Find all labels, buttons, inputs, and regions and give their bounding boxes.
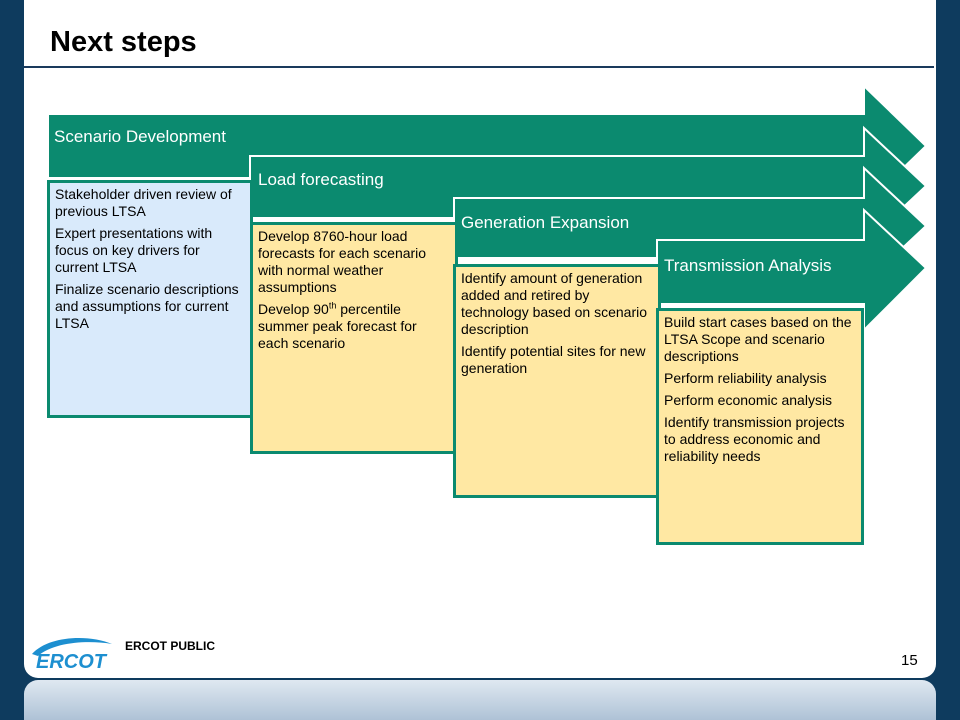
- list-item: Build start cases based on the LTSA Scope and scenario descriptions: [664, 314, 852, 364]
- load-forecasting-box: [250, 222, 458, 454]
- bottom-band: [24, 680, 936, 720]
- generation-expansion-box: [453, 264, 661, 498]
- list-item: Stakeholder driven review of previous LTSA: [55, 186, 232, 219]
- slide: [24, 0, 936, 678]
- classification-label: ERCOT PUBLIC: [125, 639, 215, 653]
- list-item: Perform economic analysis: [664, 392, 833, 408]
- list-item: Develop 90th percentile summer peak forecast for each scenario: [258, 300, 417, 351]
- list-item: Identify transmission projects to address economic and reliability needs: [664, 414, 845, 464]
- page-number: 15: [901, 652, 918, 669]
- phase-label-load-forecasting: Load forecasting: [258, 170, 384, 189]
- list-item: Finalize scenario descriptions and assumptions for current LTSA: [55, 281, 239, 331]
- list-item: Expert presentations with focus on key drivers for current LTSA: [55, 225, 213, 275]
- list-item: Identify amount of generation added and retired by technology based on scenario description: [461, 270, 648, 337]
- logo-text: ERCOT: [36, 651, 106, 672]
- phase-label-scenario-development: Scenario Development: [54, 127, 226, 146]
- phase-label-generation-expansion: Generation Expansion: [461, 213, 630, 232]
- transmission-analysis-box: [656, 308, 864, 545]
- page-title: Next steps: [50, 26, 197, 58]
- list-item: Perform reliability analysis: [664, 370, 827, 386]
- phase-label-transmission-analysis: Transmission Analysis: [664, 256, 832, 275]
- list-item: Develop 8760-hour load forecasts for each scenario with normal weather assumptions: [258, 228, 427, 295]
- list-item: Identify potential sites for new generation: [461, 343, 646, 376]
- ercot-logo: [28, 634, 114, 672]
- scenario-development-box: [47, 180, 253, 418]
